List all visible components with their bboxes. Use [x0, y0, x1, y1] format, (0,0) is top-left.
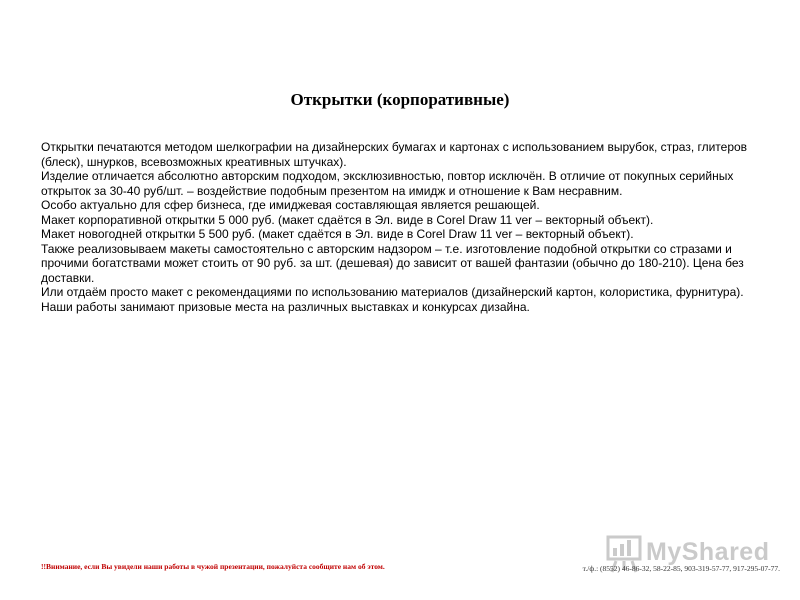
footer-notice: !!Внимание, если Вы увидели наши работы в чужой презентации, пожалуйста сообщите нам об этом. — [41, 562, 385, 571]
paragraph-5: Макет новогодней открытки 5 500 руб. (макет сдаётся в Эл. виде в Corel Draw 11 ver – векторный объект). — [41, 227, 634, 241]
footer-contacts: т./ф.: (8552) 46-86-32, 58-22-85, 903-319-57-77, 917-295-07-77. — [582, 564, 780, 573]
watermark-text: MyShared — [646, 538, 770, 566]
slide-title: Открытки (корпоративные) — [290, 90, 510, 109]
paragraph-3: Особо актуально для сфер бизнеса, где имиджевая составляющая является решающей. — [41, 198, 540, 212]
paragraph-6: Также реализовываем макеты самостоятельно с авторским надзором – т.е. изготовление подобной открытки со стразами и прочими богатствами может стоить от 90 руб. за шт. (дешевая) до зависит от вашей фантазии (обычно до 180-210). Цена без доставки. — [41, 241, 744, 285]
paragraph-1: Открытки печатаются методом шелкографии на дизайнерских бумагах и картонах с использованием вырубок, страз, глитеров (блеск), шнурков, всевозможных креативных штучках). — [41, 140, 748, 169]
paragraph-8: Наши работы занимают призовые места на различных выставках и конкурсах дизайна. — [41, 299, 530, 314]
slide-body — [41, 140, 761, 314]
paragraph-4: Макет корпоративной открытки 5 000 руб. (макет сдаётся в Эл. виде в Corel Draw 11 ver – векторный объект). — [41, 212, 654, 227]
paragraph-2: Изделие отличается абсолютно авторским подходом, эксклюзивностью, повтор исключён. В отличие от покупных серийных открыток за 30-40 руб/шт. – воздействие подобным презентом на имидж и отношение к Вам несравним. — [41, 169, 734, 198]
paragraph-7: Или отдаём просто макет с рекомендациями по использованию материалов (дизайнерский картон, колористика, фурнитура). — [41, 285, 744, 299]
